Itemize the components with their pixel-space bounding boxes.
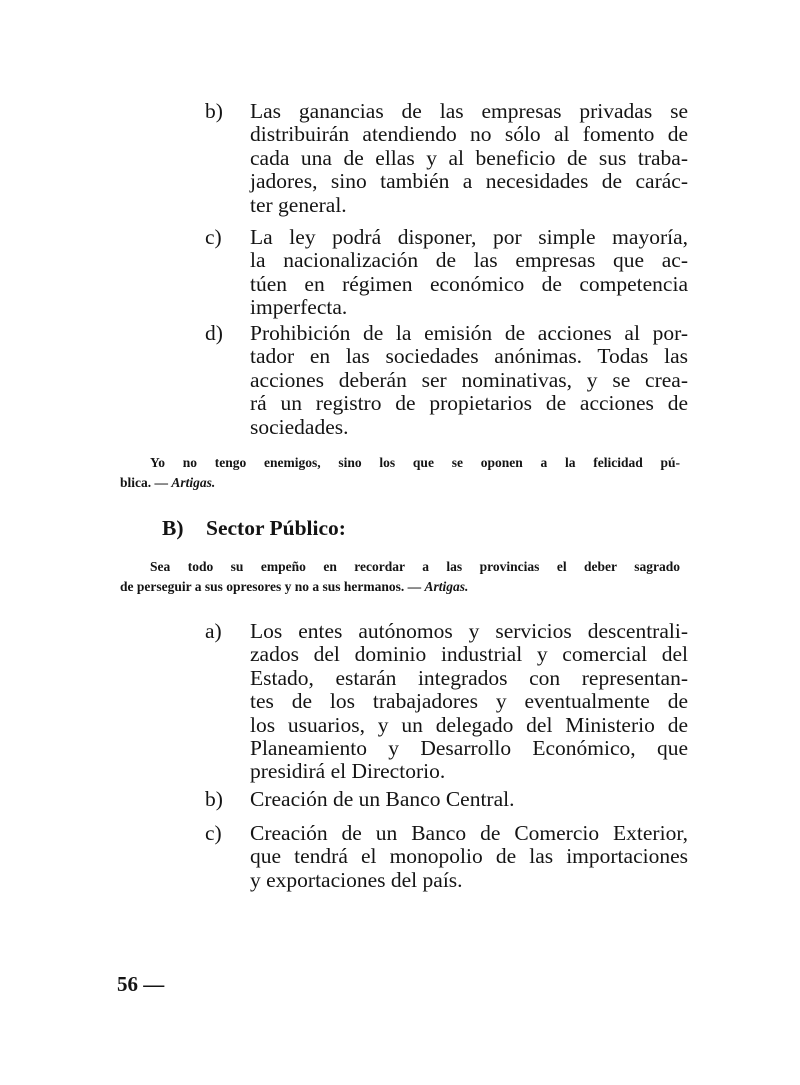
quote-line — [120, 473, 680, 493]
section-letter: B) — [162, 516, 184, 540]
item-text — [250, 322, 688, 439]
section-title: Sector Público: — [206, 516, 346, 540]
text-line: que tendrá el monopolio de las importaciones — [250, 844, 688, 869]
quote-line — [120, 577, 680, 597]
quote-text: blica. — — [120, 475, 169, 490]
text-line: tador en las sociedades anónimas. Todas las — [250, 344, 688, 369]
quote-author: Artigas. — [171, 475, 216, 490]
text-line: zados del dominio industrial y comercial del — [250, 642, 688, 667]
text-line: Las ganancias de las empresas privadas se — [250, 99, 688, 123]
text-line: Creación de un Banco de Comercio Exterior, — [250, 821, 688, 845]
text-line: ter general. — [250, 192, 347, 217]
text-line: acciones deberán ser nominativas, y se crea- — [250, 367, 688, 392]
item-letter: d) — [205, 321, 223, 345]
text-line: Prohibición de la emisión de acciones al por- — [250, 321, 688, 345]
quote-line: Sea todo su empeño en recordar a las provincias el deber sagrado — [150, 559, 680, 574]
text-line: tes de los trabajadores y eventualmente de — [250, 689, 688, 714]
text-line: distribuirán atendiendo no sólo al fomento de — [250, 122, 688, 147]
item-letter: a) — [205, 619, 222, 643]
item-letter: b) — [205, 787, 223, 811]
text-line: La ley podrá disponer, por simple mayoría, — [250, 225, 688, 249]
text-line: Los entes autónomos y servicios descentrali- — [250, 619, 688, 643]
text-line: y exportaciones del país. — [250, 867, 463, 892]
item-text — [250, 100, 688, 217]
text-line: la nacionalización de las empresas que ac- — [250, 248, 688, 273]
item-letter: b) — [205, 99, 223, 123]
text-line: sociedades. — [250, 414, 349, 439]
item-text — [250, 788, 688, 811]
quote-author: Artigas. — [424, 579, 469, 594]
artigas-quote-provincias — [120, 557, 680, 597]
item-text — [250, 620, 688, 784]
text-line: cada una de ellas y al beneficio de sus traba- — [250, 145, 688, 170]
item-letter: c) — [205, 225, 222, 249]
quote-line: Yo no tengo enemigos, sino los que se oponen a la felicidad pú- — [150, 455, 680, 470]
text-line: imperfecta. — [250, 295, 348, 320]
text-line: rá un registro de propietarios de acciones de — [250, 391, 688, 416]
item-letter: c) — [205, 821, 222, 845]
text-line: jadores, sino también a necesidades de carác- — [250, 169, 688, 194]
item-text — [250, 822, 688, 892]
text-line: presidirá el Directorio. — [250, 759, 446, 784]
text-line: los usuarios, y un delegado del Ministerio de — [250, 712, 688, 737]
text-line: Planeamiento y Desarrollo Económico, que — [250, 736, 688, 761]
section-heading-sector-publico — [162, 515, 346, 541]
quote-text: de perseguir a sus opresores y no a sus hermanos. — — [120, 579, 422, 594]
text-line: Estado, estarán integrados con representan- — [250, 665, 688, 690]
artigas-quote-felicidad — [120, 453, 680, 493]
page-number: 56 — — [117, 972, 165, 996]
text-line: túen en régimen económico de competencia — [250, 271, 688, 296]
text-line: Creación de un Banco Central. — [250, 787, 515, 811]
item-text — [250, 226, 688, 320]
